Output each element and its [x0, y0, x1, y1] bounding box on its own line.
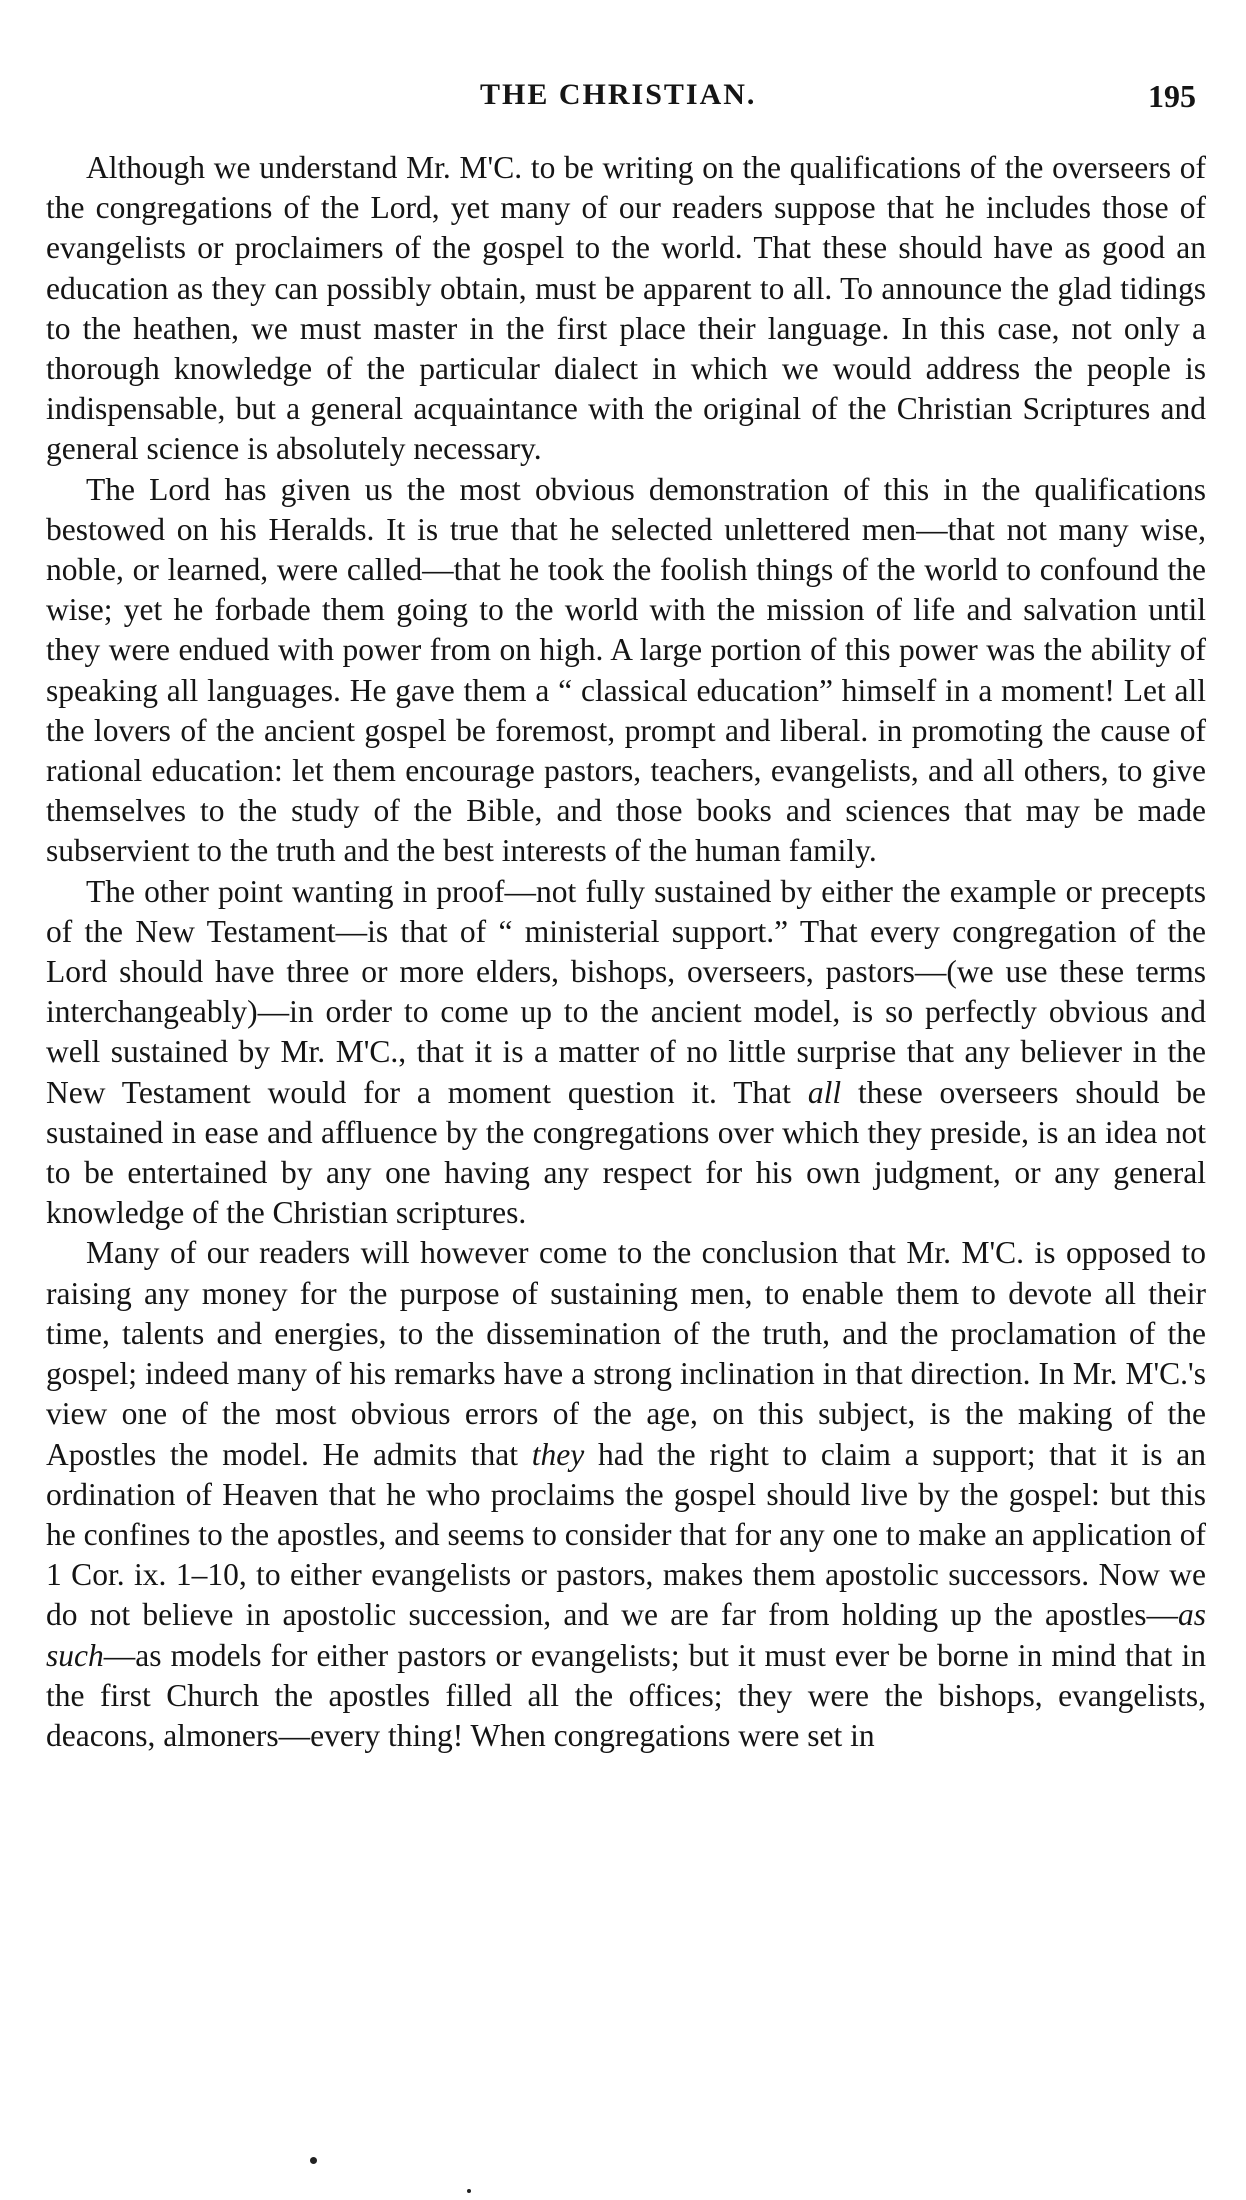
- body-text: [46, 148, 1206, 1756]
- italic-emphasis: they: [531, 1436, 585, 1472]
- paragraph-text: these overseers should be sustained in ease and affluence by the congregations over which they preside, is an idea not to be entertained by any one having any respect for his own judgment, or any general knowledge of the Christian scriptures.: [46, 1074, 1207, 1231]
- paragraph-text: had the right to claim a support; that it is an ordination of Heaven that he who proclaims the gospel should live by the gospel: but this he confines to the apostles, and seems to consider that for any one to make an application of 1 Cor. ix. 1–10, to either evangelists or pastors, makes them apostolic successors. Now we do not believe in apostolic succession, and we are far from holding up the apostles—: [46, 1436, 1206, 1633]
- italic-emphasis: all: [807, 1074, 842, 1110]
- running-title: THE CHRISTIAN.: [480, 78, 757, 111]
- paragraph: [46, 470, 1206, 872]
- paragraph-text: The other point wanting in proof—not fully sustained by either the example or precepts of the New Testament—is that of “ ministerial support.” That every congregation of the Lord should have three or more elders, bishops, overseers, pastors—(we use these terms interchangeably)—in order to come up to the ancient model, is so perfectly obvious and well sustained by Mr. M'C., that it is a matter of no little surprise that any believer in the New Testament would for a moment question it. That: [46, 873, 1206, 1110]
- italic-emphasis: as such: [46, 1597, 1206, 1673]
- paragraph-text: —as models for either pastors or evangelists; but it must ever be borne in mind that in the first Church the apostles filled all the offices; they were the bishops, evangelists, deacons, almoners—every thing! When congregations were set in: [46, 1637, 1206, 1753]
- page-number: 195: [1148, 78, 1196, 114]
- ink-speck: [467, 2189, 471, 2193]
- paragraph-text: Many of our readers will however come to the conclusion that Mr. M'C. is opposed to raising any money for the purpose of sustaining men, to enable them to devote all their time, talents and energies, to the dissemination of the truth, and the proclamation of the gospel; indeed many of his remarks have a strong inclination in that direction. In Mr. M'C.'s view one of the most obvious errors of the age, on this subject, is the making of the Apostles the model. He admits that: [46, 1235, 1206, 1472]
- paragraph: [46, 148, 1206, 470]
- paragraph: [46, 1233, 1206, 1756]
- ink-speck: [310, 2157, 317, 2164]
- page-header: [0, 78, 1246, 118]
- paragraph: [46, 872, 1206, 1234]
- paragraph-text: The Lord has given us the most obvious demonstration of this in the qualifications bestowed on his Heralds. It is true that he selected unlettered men—that not many wise, noble, or learned, were called—that he took the foolish things of the world to confound the wise; yet he forbade them going to the world with the mission of life and salvation until they were endued with power from on high. A large portion of this power was the ability of speaking all languages. He gave them a “ classical education” himself in a moment! Let all the lovers of the ancient gospel be foremost, prompt and liberal. in promoting the cause of rational education: let them encourage pastors, teachers, evangelists, and all others, to give themselves to the study of the Bible, and those books and sciences that may be made subservient to the truth and the best interests of the human family.: [46, 471, 1206, 869]
- paragraph-text: Although we understand Mr. M'C. to be writing on the qualifications of the overseers of the congregations of the Lord, yet many of our readers suppose that he includes those of evangelists or proclaimers of the gospel to the world. That these should have as good an education as they can possibly obtain, must be apparent to all. To announce the glad tidings to the heathen, we must master in the first place their language. In this case, not only a thorough knowledge of the particular dialect in which we would address the people is indispensable, but a general acquaintance with the original of the Christian Scriptures and general science is absolutely necessary.: [46, 150, 1206, 467]
